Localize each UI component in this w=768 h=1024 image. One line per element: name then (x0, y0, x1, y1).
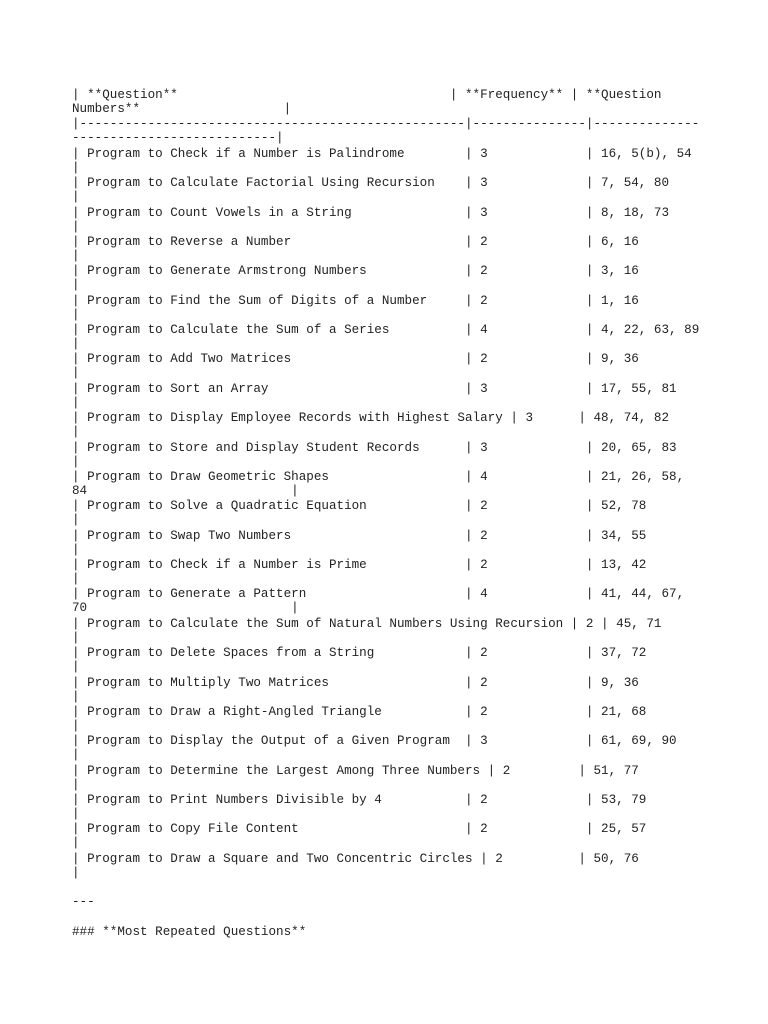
table-row-wrap: | (72, 161, 80, 175)
table-row-wrap: | (72, 425, 80, 439)
table-row: | Program to Sort an Array | 3 | 17, 55, 81 (72, 382, 677, 396)
table-row-wrap: | (72, 719, 80, 733)
table-row-wrap: | (72, 748, 80, 762)
table-row-wrap: | (72, 660, 80, 674)
table-row-wrap: | (72, 690, 80, 704)
table-row: | Program to Swap Two Numbers | 2 | 34, 55 (72, 529, 647, 543)
table-row-wrap: 84 | (72, 484, 299, 498)
table-row: | Program to Display Employee Records with Highest Salary | 3 | 48, 74, 82 (72, 411, 670, 425)
table-row: | Program to Generate a Pattern | 4 | 41, 44, 67, (72, 587, 685, 601)
table-row: | Program to Solve a Quadratic Equation | 2 | 52, 78 (72, 499, 647, 513)
table-row: | Program to Delete Spaces from a String | 2 | 37, 72 (72, 646, 647, 660)
table-row: | Program to Display the Output of a Given Program | 3 | 61, 69, 90 (72, 734, 677, 748)
table-row-wrap: | (72, 190, 80, 204)
table-row-wrap: | (72, 220, 80, 234)
table-row: | Program to Find the Sum of Digits of a Number | 2 | 1, 16 (72, 294, 639, 308)
table-row-wrap: | (72, 866, 80, 880)
table-row: | Program to Generate Armstrong Numbers | 2 | 3, 16 (72, 264, 639, 278)
table-row-wrap: | (72, 778, 80, 792)
table-row-wrap: | (72, 308, 80, 322)
table-row-wrap: | (72, 631, 80, 645)
table-row-wrap: | (72, 455, 80, 469)
table-row: | Program to Draw a Square and Two Concentric Circles | 2 | 50, 76 (72, 852, 639, 866)
table-row-wrap: | (72, 543, 80, 557)
table-row-wrap: | (72, 836, 80, 850)
table-row: | Program to Store and Display Student Records | 3 | 20, 65, 83 (72, 441, 677, 455)
table-row: | Program to Check if a Number is Palindrome | 3 | 16, 5(b), 54 (72, 147, 692, 161)
table-row: | Program to Calculate Factorial Using Recursion | 3 | 7, 54, 80 (72, 176, 670, 190)
table-row: | Program to Calculate the Sum of Natural Numbers Using Recursion | 2 | 45, 71 (72, 617, 662, 631)
table-row-wrap: | (72, 807, 80, 821)
table-row: | Program to Add Two Matrices | 2 | 9, 36 (72, 352, 639, 366)
table-row-wrap: | (72, 513, 80, 527)
table-row: | Program to Check if a Number is Prime | 2 | 13, 42 (72, 558, 647, 572)
section-heading: ### **Most Repeated Questions** (72, 925, 307, 939)
horizontal-rule: --- (72, 895, 95, 909)
table-row: | Program to Copy File Content | 2 | 25, 57 (72, 822, 647, 836)
table-row-wrap: | (72, 396, 80, 410)
table-row: | Program to Draw Geometric Shapes | 4 | 21, 26, 58, (72, 470, 685, 484)
table-row-wrap: 70 | (72, 601, 299, 615)
table-row: | Program to Count Vowels in a String | 3 | 8, 18, 73 (72, 206, 670, 220)
table-row-wrap: | (72, 337, 80, 351)
table-row-wrap: | (72, 249, 80, 263)
table-header-wrap-line: Numbers** | (72, 102, 292, 116)
table-separator-line: |---------------------------------------------------|---------------|-------------- (72, 117, 700, 131)
table-row: | Program to Determine the Largest Among Three Numbers | 2 | 51, 77 (72, 764, 639, 778)
table-row: | Program to Calculate the Sum of a Series | 4 | 4, 22, 63, 89 (72, 323, 700, 337)
table-row-wrap: | (72, 278, 80, 292)
table-row: | Program to Print Numbers Divisible by 4 | 2 | 53, 79 (72, 793, 647, 807)
table-row-wrap: | (72, 572, 80, 586)
table-row: | Program to Multiply Two Matrices | 2 | 9, 36 (72, 676, 639, 690)
table-row-wrap: | (72, 366, 80, 380)
table-row: | Program to Reverse a Number | 2 | 6, 16 (72, 235, 639, 249)
table-separator-wrap-line: ---------------------------| (72, 131, 284, 145)
table-row: | Program to Draw a Right-Angled Triangle | 2 | 21, 68 (72, 705, 647, 719)
table-header-line: | **Question** | **Frequency** | **Question (72, 88, 662, 102)
